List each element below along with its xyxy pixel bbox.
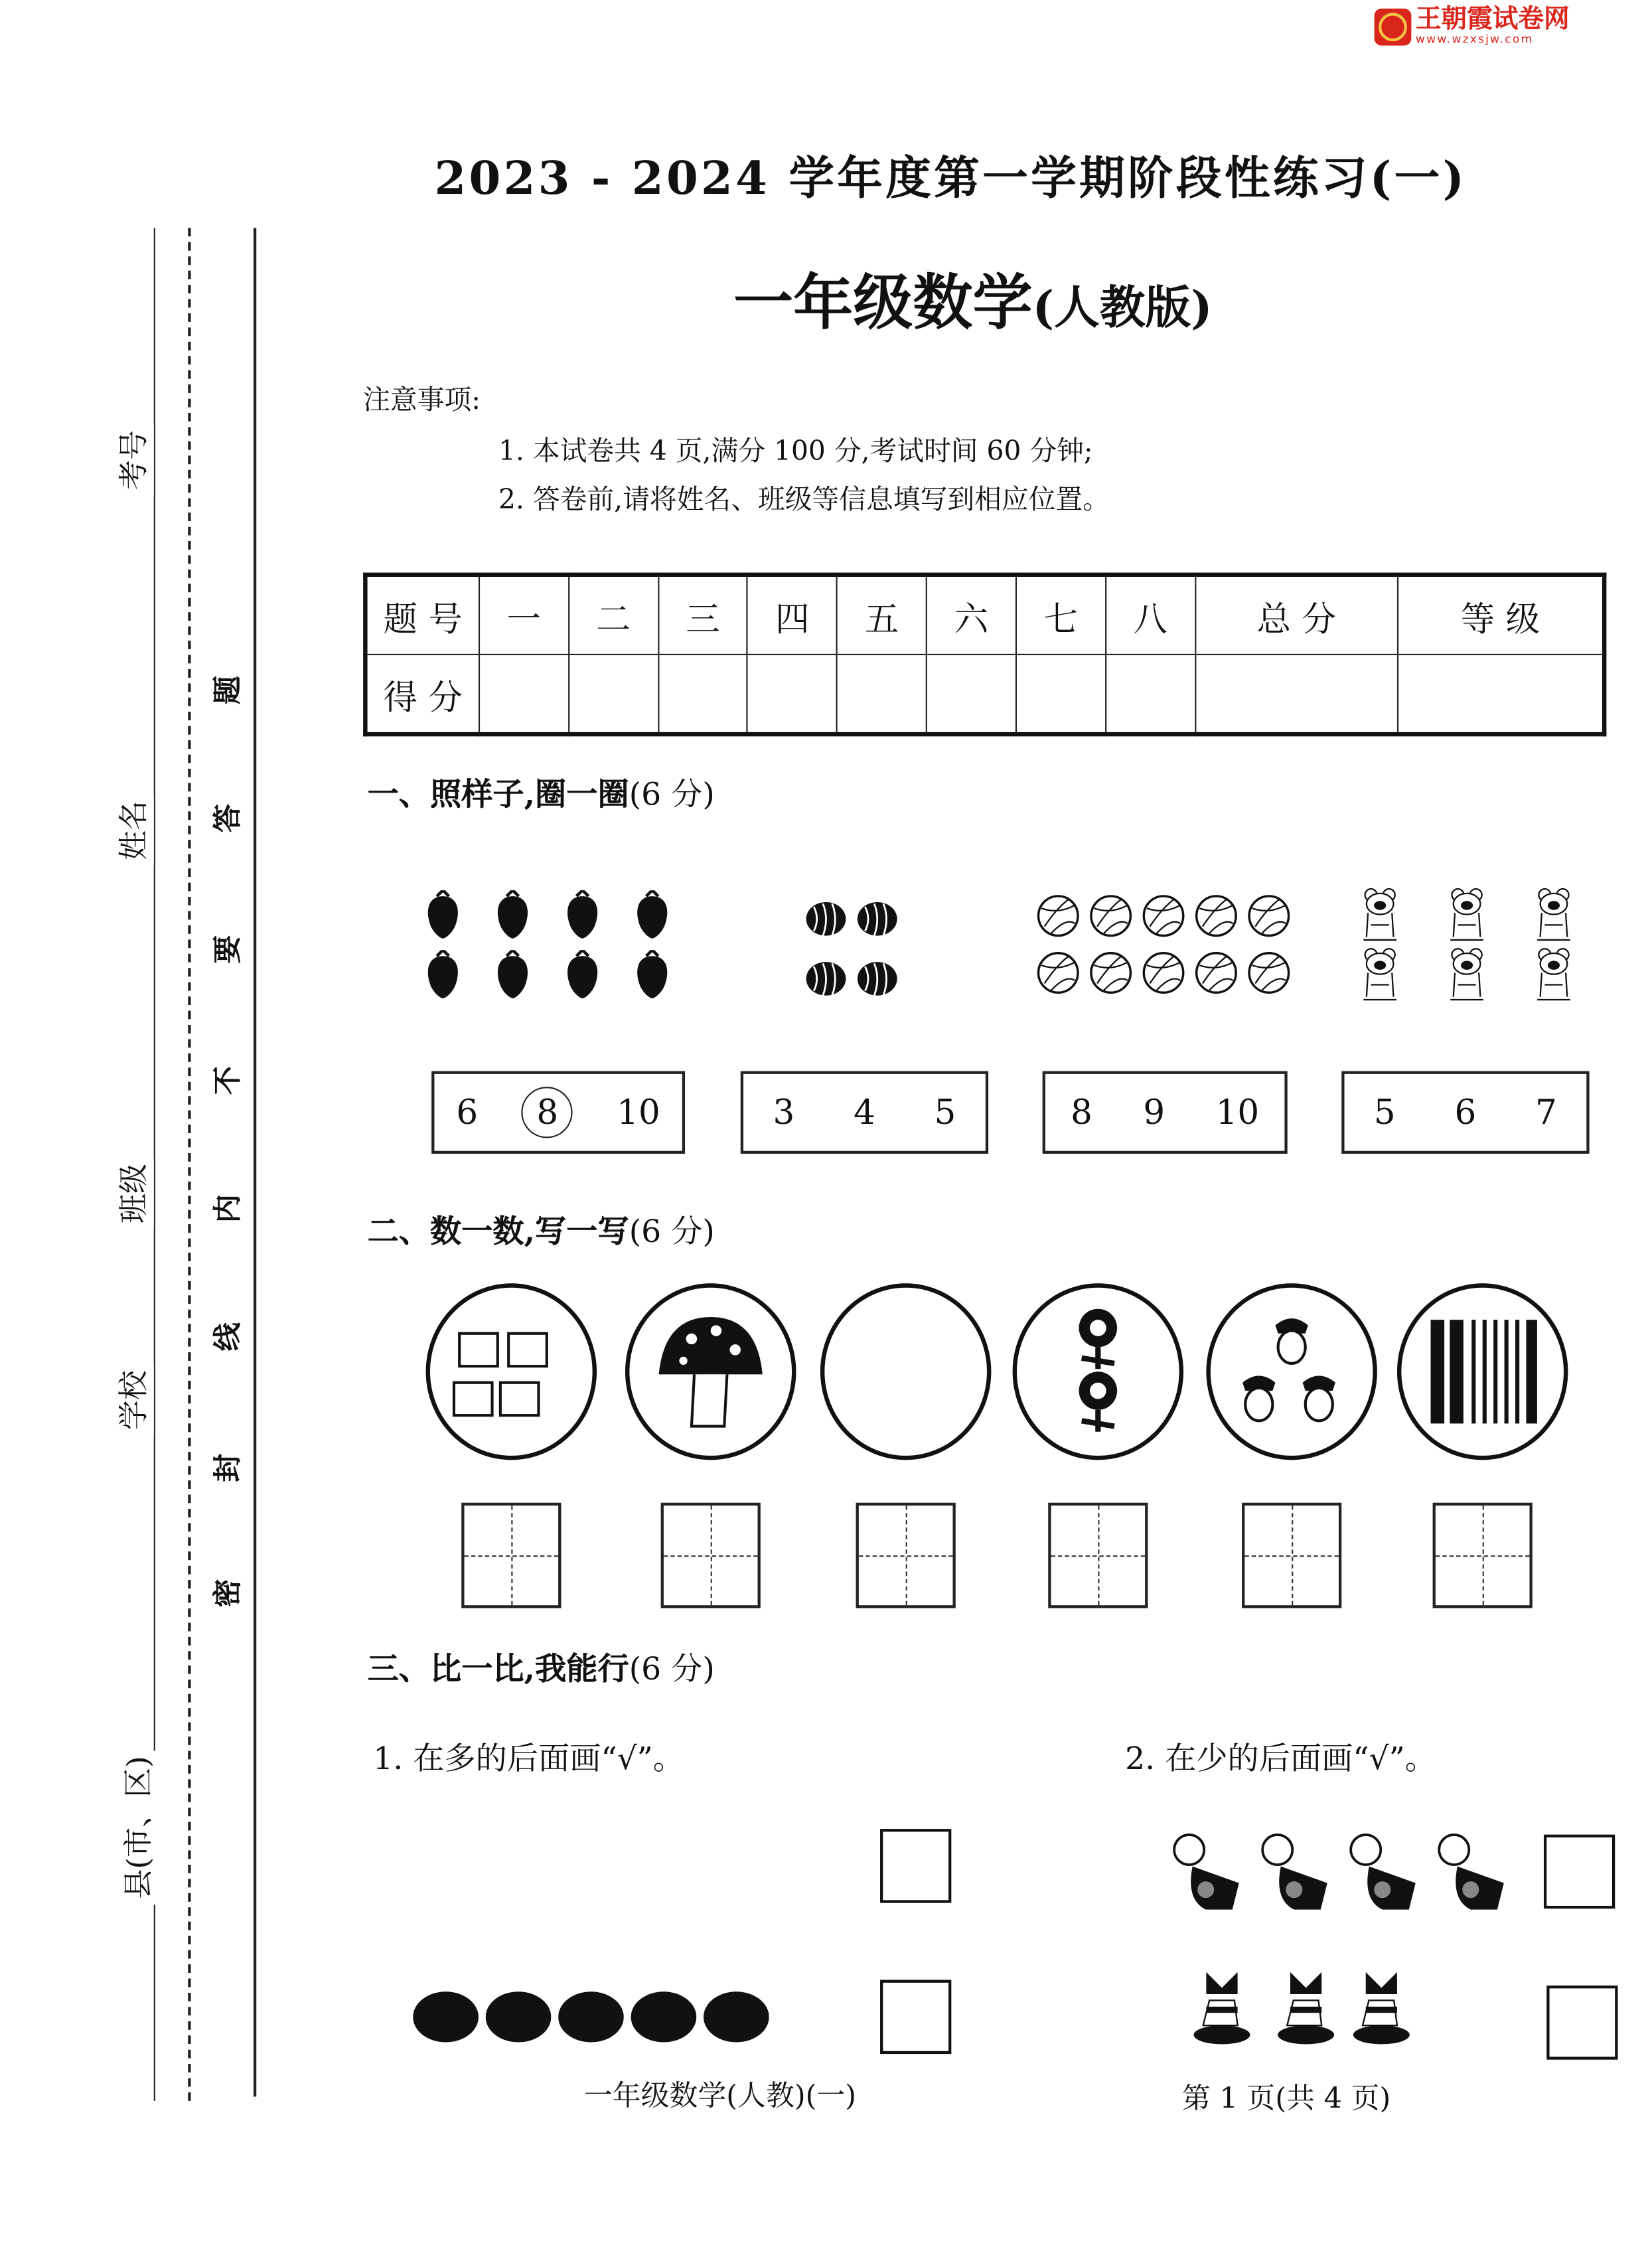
exam-subtitle [733, 256, 1213, 342]
strawberry-icon [563, 950, 603, 1001]
ball-icon [1035, 950, 1081, 996]
score-header-cell: 四 [747, 575, 837, 655]
ball-icon [1193, 893, 1239, 939]
field-county[interactable]: 县(市、区) [115, 1750, 158, 1905]
answer-option[interactable]: 4 [854, 1092, 875, 1132]
watermelon-icon [854, 955, 900, 997]
ball-icon [1141, 950, 1187, 996]
count-circle-empty [820, 1283, 991, 1460]
edition-name: (人教版) [1032, 280, 1213, 335]
write-answer-box[interactable] [661, 1503, 761, 1608]
answer-option[interactable]: 8 [1071, 1092, 1092, 1132]
answer-option[interactable]: 8 [522, 1087, 573, 1138]
strawberry-icon [492, 950, 532, 1001]
blob-icon [704, 1987, 769, 2044]
subject-name: 一年级数学 [733, 268, 1033, 338]
section2-title: 二、数一数,写一写 [367, 1213, 629, 1251]
seal-dotted-line [188, 228, 190, 2101]
count-circle-acorn [1206, 1283, 1377, 1460]
write-answer-box[interactable] [461, 1503, 561, 1608]
whistle-icon [1349, 1833, 1423, 1913]
bell-icon [1350, 1966, 1412, 2054]
watermelon-icon [803, 955, 849, 997]
score-cell[interactable] [658, 655, 748, 734]
cube-icon [446, 1306, 577, 1437]
score-header-cell: 总 分 [1195, 575, 1398, 655]
site-logo [1375, 4, 1570, 46]
answer-options-box [741, 1071, 988, 1154]
seal-char: 答 [210, 804, 244, 833]
count-circle-cube [426, 1283, 597, 1460]
note-item: 1. 本试卷共 4 页,满分 100 分,考试时间 60 分钟; [498, 435, 1093, 467]
logo-name: 王朝霞试卷网 [1415, 4, 1570, 35]
section3-heading [368, 1645, 715, 1689]
score-row-label: 得 分 [365, 655, 479, 734]
score-header-cell: 六 [927, 575, 1016, 655]
whistle-icon [1260, 1833, 1335, 1913]
score-header-cell: 三 [658, 575, 748, 655]
score-header-cell: 八 [1106, 575, 1195, 655]
frog-icon [1446, 886, 1488, 943]
section1-points: (6 分) [629, 777, 715, 814]
field-name[interactable]: 姓名 [111, 795, 153, 866]
footer-subject: 一年级数学(人教)(一) [583, 2078, 857, 2113]
answer-option[interactable]: 10 [1215, 1092, 1260, 1132]
flower-icon [1033, 1306, 1164, 1437]
section2-points: (6 分) [629, 1215, 715, 1251]
score-row [365, 655, 1604, 734]
score-table [363, 573, 1606, 737]
seal-char: 线 [210, 1322, 244, 1352]
score-cell[interactable] [479, 655, 569, 734]
seal-char: 题 [210, 676, 244, 705]
answer-option[interactable]: 5 [1373, 1092, 1396, 1132]
exam-title: 2023 - 2024 学年度第一学期阶段性练习(一) [434, 151, 1467, 205]
section3-title: 三、比一比,我能行 [367, 1650, 629, 1688]
section3-points: (6 分) [629, 1652, 715, 1688]
score-cell[interactable] [1195, 655, 1398, 734]
whistle-icon [1437, 1833, 1511, 1913]
score-cell[interactable] [837, 655, 927, 734]
check-box[interactable] [1546, 1985, 1617, 2060]
ball-icon [1088, 893, 1134, 939]
ball-icon [1193, 950, 1239, 996]
seal-char: 不 [210, 1066, 244, 1095]
seal-char: 内 [210, 1194, 244, 1223]
count-circle-stick [1397, 1283, 1568, 1460]
check-box[interactable] [880, 1980, 951, 2055]
answer-option[interactable]: 3 [773, 1092, 795, 1132]
section2-heading [368, 1208, 715, 1253]
score-header-cell: 五 [837, 575, 927, 655]
section1-heading [368, 771, 715, 815]
score-header-cell: 一 [479, 575, 569, 655]
logo-emblem-icon [1375, 8, 1412, 45]
footer-page-number: 第 1 页(共 4 页) [1181, 2080, 1391, 2116]
blob-icon [631, 1987, 697, 2044]
answer-option[interactable]: 6 [1454, 1092, 1477, 1132]
score-cell[interactable] [1398, 655, 1604, 734]
score-header-cell: 题 号 [365, 575, 479, 655]
count-circle-flower [1013, 1283, 1183, 1460]
field-school[interactable]: 学校 [111, 1365, 153, 1436]
field-class[interactable]: 班级 [111, 1158, 153, 1229]
section1-title: 一、照样子,圈一圈 [367, 776, 629, 814]
frog-icon [1533, 886, 1575, 943]
ball-icon [1088, 950, 1134, 996]
blob-icon [558, 1987, 624, 2044]
strawberry-icon [563, 890, 603, 941]
answer-options-box [1341, 1071, 1589, 1154]
answer-option[interactable]: 10 [617, 1092, 660, 1132]
ball-icon [1246, 950, 1292, 996]
note-item: 2. 答卷前,请将姓名、班级等信息填写到相应位置。 [498, 484, 1110, 516]
check-box[interactable] [880, 1829, 951, 1903]
question-more: 1. 在多的后面画“√”。 [373, 1742, 685, 1778]
ball-icon [1246, 893, 1292, 939]
answer-options-box [1043, 1071, 1288, 1154]
frog-icon [1359, 886, 1401, 943]
frog-icon [1359, 946, 1401, 1003]
score-header-row [365, 575, 1604, 655]
score-cell[interactable] [1106, 655, 1195, 734]
answer-options-box [431, 1071, 685, 1154]
seal-char: 要 [210, 935, 244, 964]
answer-option[interactable]: 5 [934, 1092, 956, 1132]
score-cell[interactable] [1016, 655, 1106, 734]
score-cell[interactable] [747, 655, 837, 734]
write-answer-box[interactable] [1433, 1503, 1533, 1608]
write-answer-box[interactable] [1242, 1503, 1341, 1608]
logo-url: www.wzxsjw.com [1415, 33, 1534, 46]
stick-icon [1417, 1306, 1548, 1437]
write-answer-box[interactable] [856, 1503, 956, 1608]
bell-icon [1191, 1966, 1253, 2054]
answer-option[interactable]: 9 [1143, 1092, 1165, 1132]
field-exam-number[interactable]: 考号 [111, 424, 153, 495]
score-cell[interactable] [927, 655, 1016, 734]
question-fewer: 2. 在少的后面画“√”。 [1125, 1742, 1436, 1778]
answer-option[interactable]: 6 [456, 1092, 479, 1132]
watermelon-icon [854, 894, 900, 937]
answer-option[interactable]: 7 [1535, 1092, 1557, 1132]
score-header-cell: 二 [569, 575, 658, 655]
check-box[interactable] [1544, 1835, 1615, 1909]
blob-icon [413, 1987, 479, 2044]
acorn-icon [1226, 1306, 1357, 1437]
whistle-icon [1172, 1833, 1246, 1913]
strawberry-icon [633, 950, 672, 1001]
count-circle-mushroom [625, 1283, 796, 1460]
watermelon-icon [803, 894, 849, 937]
score-cell[interactable] [569, 655, 658, 734]
score-header-cell: 七 [1016, 575, 1106, 655]
frog-icon [1533, 946, 1575, 1003]
notes-heading: 注意事项: [363, 384, 481, 416]
seal-char: 封 [210, 1453, 244, 1482]
strawberry-icon [423, 950, 463, 1001]
write-answer-box[interactable] [1048, 1503, 1148, 1608]
strawberry-icon [633, 890, 672, 941]
frog-icon [1446, 946, 1488, 1003]
bell-icon [1274, 1966, 1337, 2054]
seal-char: 密 [210, 1579, 244, 1608]
blob-icon [486, 1987, 552, 2044]
margin-border-line [254, 228, 256, 2096]
strawberry-icon [492, 890, 532, 941]
ball-icon [1141, 893, 1187, 939]
score-header-cell: 等 级 [1398, 575, 1604, 655]
strawberry-icon [423, 890, 463, 941]
mushroom-icon [645, 1306, 776, 1437]
ball-icon [1035, 893, 1081, 939]
